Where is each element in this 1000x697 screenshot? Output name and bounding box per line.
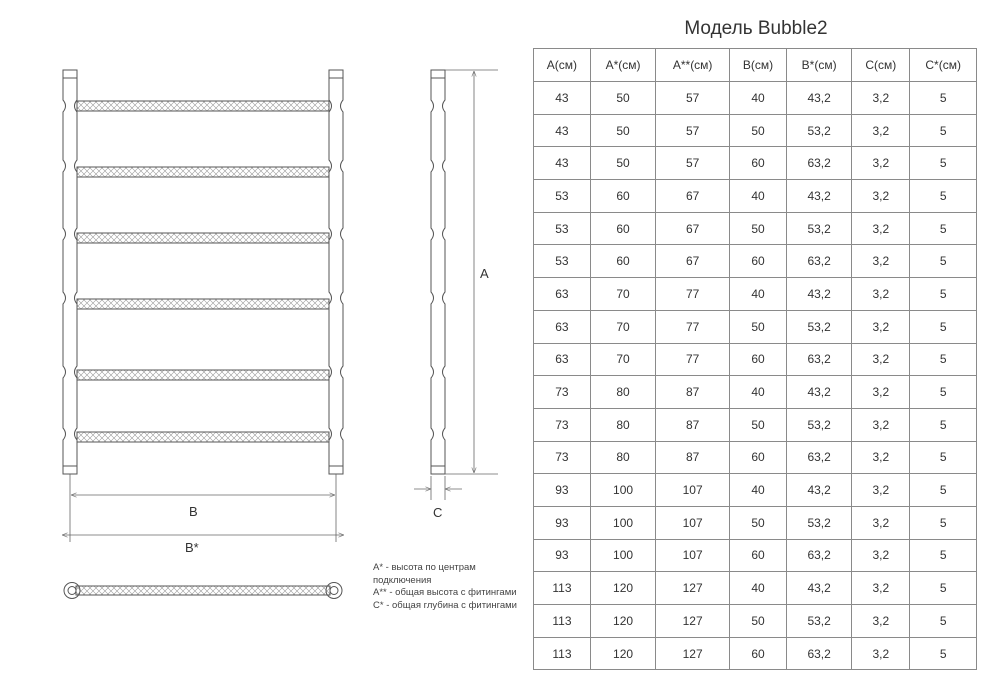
table-cell: 57 xyxy=(656,147,730,180)
dim-label-c: C xyxy=(433,505,443,520)
table-cell: 113 xyxy=(534,605,591,638)
column-header: B(см) xyxy=(730,49,787,82)
rail xyxy=(77,167,329,177)
table-cell: 127 xyxy=(656,605,730,638)
table-cell: 70 xyxy=(590,278,655,311)
specs-table xyxy=(533,48,977,670)
table-cell: 3,2 xyxy=(852,441,910,474)
table-row xyxy=(534,343,977,376)
table-cell: 120 xyxy=(590,605,655,638)
table-row xyxy=(534,310,977,343)
column-header: A(см) xyxy=(534,49,591,82)
table-cell: 67 xyxy=(656,212,730,245)
table-cell: 50 xyxy=(730,408,787,441)
table-cell: 60 xyxy=(730,441,787,474)
table-cell: 5 xyxy=(910,572,977,605)
table-cell: 5 xyxy=(910,474,977,507)
table-cell: 80 xyxy=(590,408,655,441)
table-cell: 73 xyxy=(534,408,591,441)
table-cell: 87 xyxy=(656,376,730,409)
table-cell: 70 xyxy=(590,343,655,376)
table-cell: 5 xyxy=(910,82,977,115)
table-cell: 5 xyxy=(910,441,977,474)
table-cell: 100 xyxy=(590,506,655,539)
table-cell: 53 xyxy=(534,212,591,245)
table-cell: 5 xyxy=(910,310,977,343)
table-row xyxy=(534,408,977,441)
side-view xyxy=(431,70,445,474)
table-cell: 60 xyxy=(730,245,787,278)
rail xyxy=(77,299,329,309)
table-cell: 40 xyxy=(730,572,787,605)
table-cell: 107 xyxy=(656,539,730,572)
table-cell: 53,2 xyxy=(786,114,851,147)
column-header: A**(см) xyxy=(656,49,730,82)
dim-label-b-star: B* xyxy=(185,540,199,555)
table-cell: 5 xyxy=(910,114,977,147)
table-cell: 3,2 xyxy=(852,278,910,311)
page-title: Модель Bubble2 xyxy=(684,18,828,39)
table-cell: 63 xyxy=(534,278,591,311)
table-cell: 77 xyxy=(656,310,730,343)
table-cell: 113 xyxy=(534,637,591,670)
table-cell: 3,2 xyxy=(852,343,910,376)
table-cell: 40 xyxy=(730,278,787,311)
table-cell: 5 xyxy=(910,605,977,638)
table-cell: 5 xyxy=(910,376,977,409)
table-cell: 77 xyxy=(656,278,730,311)
table-row xyxy=(534,572,977,605)
table-row xyxy=(534,441,977,474)
table-cell: 3,2 xyxy=(852,147,910,180)
table-cell: 80 xyxy=(590,441,655,474)
table-cell: 67 xyxy=(656,245,730,278)
table-cell: 5 xyxy=(910,539,977,572)
table-cell: 60 xyxy=(590,212,655,245)
table-cell: 63 xyxy=(534,310,591,343)
table-cell: 100 xyxy=(590,539,655,572)
table-cell: 53,2 xyxy=(786,212,851,245)
table-cell: 63,2 xyxy=(786,343,851,376)
table-cell: 5 xyxy=(910,408,977,441)
table-cell: 43,2 xyxy=(786,474,851,507)
dimension-c xyxy=(414,476,462,500)
dim-label-b: B xyxy=(189,504,198,519)
table-cell: 107 xyxy=(656,474,730,507)
column-header: C(см) xyxy=(852,49,910,82)
column-header: C*(см) xyxy=(910,49,977,82)
table-cell: 3,2 xyxy=(852,245,910,278)
column-header: B*(см) xyxy=(786,49,851,82)
table-row xyxy=(534,637,977,670)
table-cell: 3,2 xyxy=(852,376,910,409)
table-cell: 50 xyxy=(730,114,787,147)
left-upright xyxy=(63,70,77,474)
dimension-a xyxy=(445,70,498,474)
table-cell: 63,2 xyxy=(786,147,851,180)
table-cell: 93 xyxy=(534,539,591,572)
table-cell: 50 xyxy=(730,506,787,539)
table-cell: 63,2 xyxy=(786,441,851,474)
table-cell: 77 xyxy=(656,343,730,376)
table-cell: 57 xyxy=(656,82,730,115)
table-cell: 43 xyxy=(534,114,591,147)
notes xyxy=(373,562,533,612)
table-cell: 87 xyxy=(656,441,730,474)
table-cell: 5 xyxy=(910,147,977,180)
rail xyxy=(77,370,329,380)
table-cell: 87 xyxy=(656,408,730,441)
table-cell: 53 xyxy=(534,245,591,278)
table-cell: 107 xyxy=(656,506,730,539)
rail xyxy=(77,432,329,442)
table-row xyxy=(534,212,977,245)
right-upright xyxy=(329,70,343,474)
table-cell: 40 xyxy=(730,474,787,507)
table-cell: 3,2 xyxy=(852,637,910,670)
table-cell: 3,2 xyxy=(852,180,910,213)
table-row xyxy=(534,474,977,507)
table-cell: 43,2 xyxy=(786,376,851,409)
table-cell: 100 xyxy=(590,474,655,507)
note: A* - высота по центрам подключения xyxy=(373,562,476,586)
table-cell: 120 xyxy=(590,637,655,670)
table-cell: 43,2 xyxy=(786,278,851,311)
table-cell: 63,2 xyxy=(786,539,851,572)
table-cell: 3,2 xyxy=(852,539,910,572)
table-cell: 40 xyxy=(730,376,787,409)
table-cell: 3,2 xyxy=(852,82,910,115)
table-cell: 60 xyxy=(730,637,787,670)
table-cell: 50 xyxy=(730,605,787,638)
table-row xyxy=(534,180,977,213)
table-cell: 60 xyxy=(730,343,787,376)
table-row xyxy=(534,245,977,278)
table-cell: 53 xyxy=(534,180,591,213)
table-cell: 53,2 xyxy=(786,506,851,539)
table-cell: 113 xyxy=(534,572,591,605)
table-cell: 43,2 xyxy=(786,572,851,605)
table-cell: 70 xyxy=(590,310,655,343)
table-cell: 63,2 xyxy=(786,245,851,278)
table-cell: 127 xyxy=(656,637,730,670)
table-cell: 63 xyxy=(534,343,591,376)
table-row xyxy=(534,376,977,409)
table-cell: 50 xyxy=(590,82,655,115)
side-upright xyxy=(431,70,445,474)
table-cell: 73 xyxy=(534,441,591,474)
table-row xyxy=(534,539,977,572)
top-view xyxy=(64,583,342,599)
table-cell: 53,2 xyxy=(786,310,851,343)
table-cell: 50 xyxy=(590,114,655,147)
dim-label-a: A xyxy=(480,266,489,281)
table-row xyxy=(534,506,977,539)
table-cell: 5 xyxy=(910,506,977,539)
dimension-b xyxy=(62,474,344,542)
table-cell: 43 xyxy=(534,82,591,115)
table-cell: 50 xyxy=(590,147,655,180)
table-cell: 93 xyxy=(534,506,591,539)
table-cell: 40 xyxy=(730,82,787,115)
table-cell: 127 xyxy=(656,572,730,605)
note: C* - общая глубина с фитингами xyxy=(373,599,517,611)
table-cell: 5 xyxy=(910,637,977,670)
table-cell: 3,2 xyxy=(852,212,910,245)
table-cell: 93 xyxy=(534,474,591,507)
front-view xyxy=(63,70,343,474)
table-cell: 60 xyxy=(590,180,655,213)
table-cell: 50 xyxy=(730,212,787,245)
table-cell: 57 xyxy=(656,114,730,147)
table-cell: 5 xyxy=(910,212,977,245)
table-cell: 5 xyxy=(910,278,977,311)
table-cell: 5 xyxy=(910,180,977,213)
table-row xyxy=(534,605,977,638)
table-row xyxy=(534,278,977,311)
table-row xyxy=(534,82,977,115)
table-cell: 50 xyxy=(730,310,787,343)
table-cell: 43,2 xyxy=(786,82,851,115)
table-cell: 3,2 xyxy=(852,572,910,605)
table-cell: 5 xyxy=(910,343,977,376)
table-cell: 3,2 xyxy=(852,605,910,638)
table-cell: 53,2 xyxy=(786,408,851,441)
table-cell: 60 xyxy=(730,147,787,180)
rail xyxy=(77,101,329,111)
table-cell: 67 xyxy=(656,180,730,213)
table-row xyxy=(534,114,977,147)
table-cell: 63,2 xyxy=(786,637,851,670)
table-cell: 60 xyxy=(590,245,655,278)
table-cell: 73 xyxy=(534,376,591,409)
table-cell: 43 xyxy=(534,147,591,180)
table-cell: 3,2 xyxy=(852,114,910,147)
table-cell: 5 xyxy=(910,245,977,278)
table-row xyxy=(534,147,977,180)
table-cell: 60 xyxy=(730,539,787,572)
table-cell: 3,2 xyxy=(852,408,910,441)
note: A** - общая высота с фитингами xyxy=(373,587,517,598)
rail xyxy=(77,233,329,243)
table-cell: 3,2 xyxy=(852,474,910,507)
table-cell: 80 xyxy=(590,376,655,409)
table-header-row xyxy=(534,49,977,82)
table-cell: 3,2 xyxy=(852,506,910,539)
table-cell: 43,2 xyxy=(786,180,851,213)
table-cell: 40 xyxy=(730,180,787,213)
table-cell: 120 xyxy=(590,572,655,605)
table-cell: 3,2 xyxy=(852,310,910,343)
column-header: A*(см) xyxy=(590,49,655,82)
table-cell: 53,2 xyxy=(786,605,851,638)
